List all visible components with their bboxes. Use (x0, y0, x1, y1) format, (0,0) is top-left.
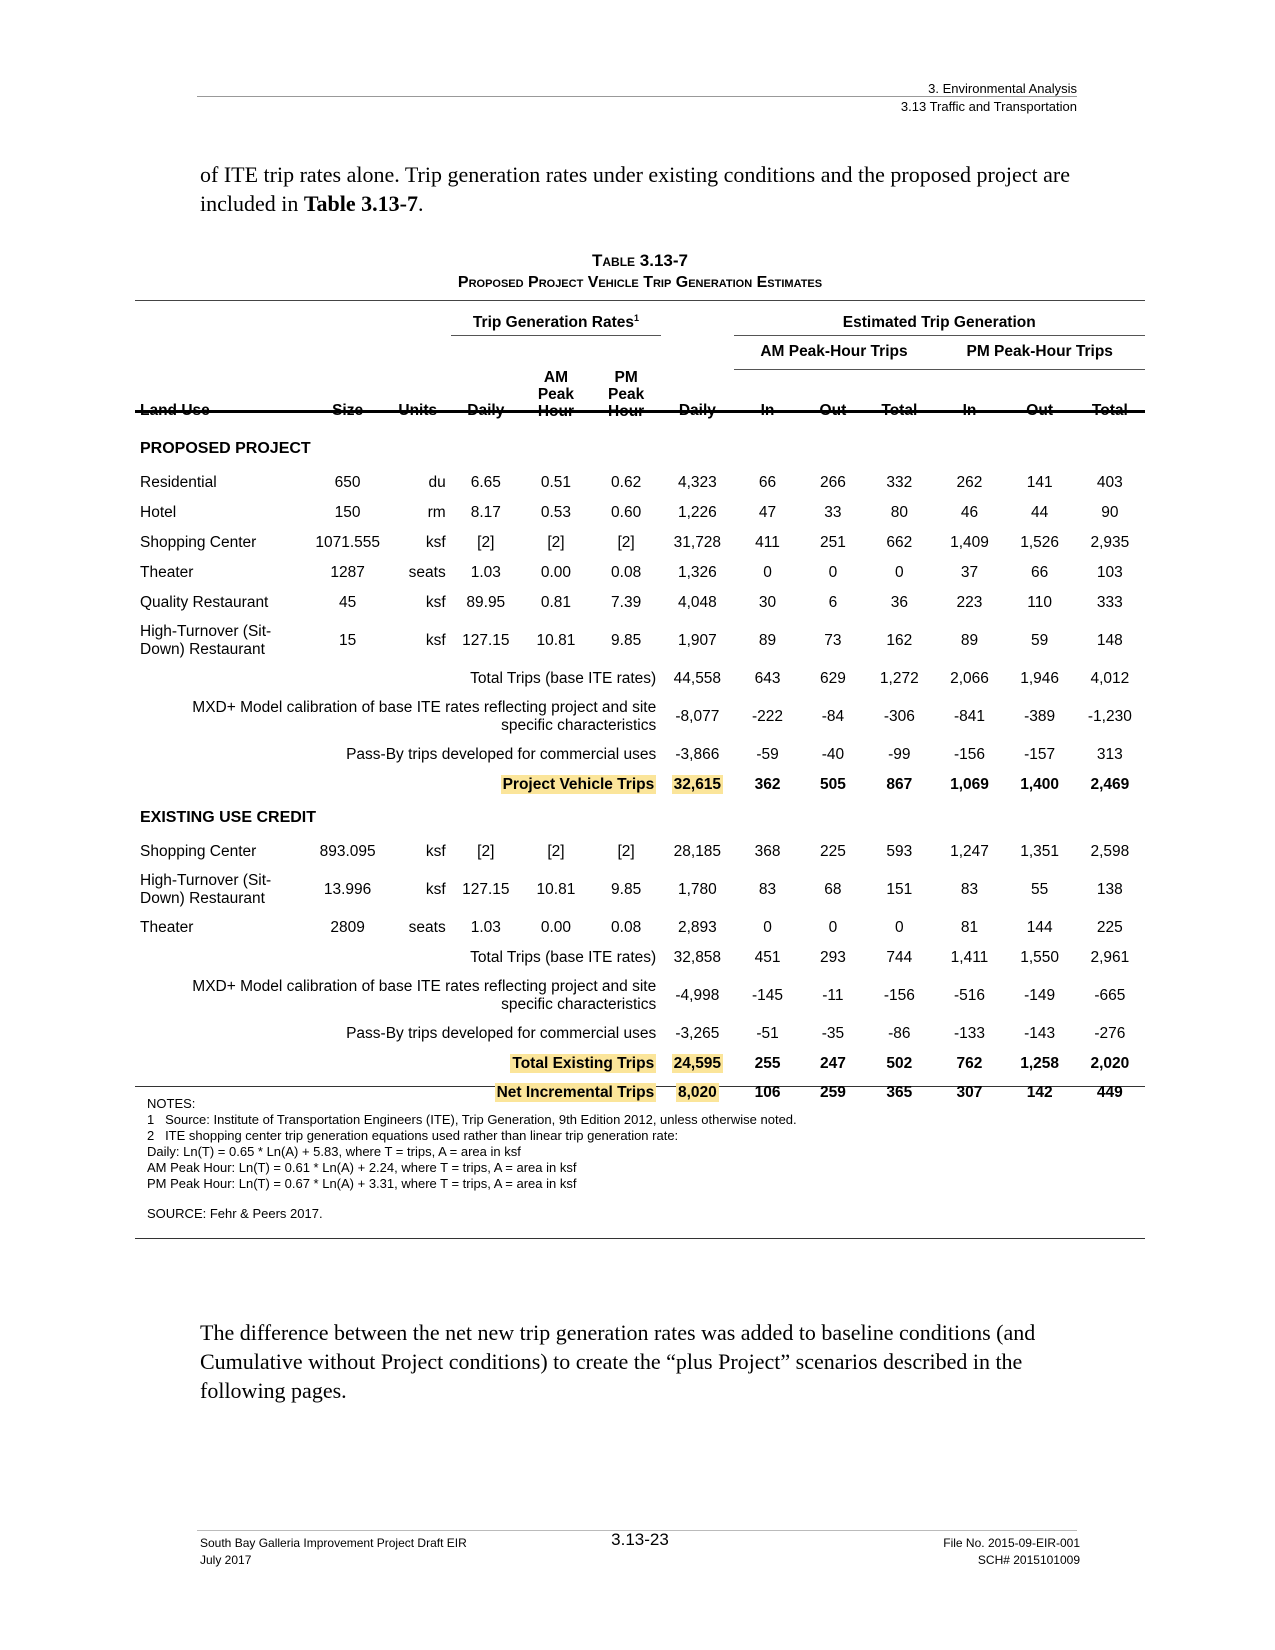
table-cell: 0.62 (611, 474, 642, 491)
total-cell: 2,469 (1090, 775, 1130, 793)
table-title (135, 250, 1145, 294)
table-cell: 1,907 (677, 632, 717, 649)
section-proposed-project: PROPOSED PROJECT (140, 440, 311, 457)
col-units: Units (398, 402, 438, 419)
table-cell: 332 (886, 474, 913, 491)
table-cell: 59 (1031, 632, 1049, 649)
project-vehicle-trips-row (135, 770, 1145, 799)
total-label (135, 1049, 661, 1078)
table-cell: -156 (883, 987, 915, 1004)
table-row (135, 913, 1145, 943)
table-cell: 2,066 (950, 670, 989, 687)
table-cell: 225 (819, 843, 846, 860)
summary-row (135, 943, 1145, 973)
table-row (135, 498, 1145, 528)
subgroup-pm-peak: PM Peak-Hour Trips (934, 335, 1145, 369)
table-cell: 643 (754, 670, 781, 687)
table-cell: 15 (338, 632, 357, 649)
table-cell: -157 (1024, 746, 1056, 763)
col-rate-daily: Daily (467, 402, 505, 419)
land-use-cell: Residential (140, 474, 217, 491)
summary-label: MXD+ Model calibration of base ITE rates reflecting project and site specific characteristics (192, 978, 657, 1013)
table-cell: -35 (821, 1025, 845, 1042)
table-cell: 150 (334, 504, 361, 521)
table-cell: -276 (1094, 1025, 1126, 1042)
table-cell: -149 (1024, 987, 1056, 1004)
table-cell: 10.81 (536, 881, 576, 898)
table-cell: 83 (960, 881, 979, 898)
table-cell: [2] (617, 534, 635, 551)
table-cell: 31,728 (673, 534, 722, 551)
table-cell: 80 (890, 504, 908, 521)
table-cell: 2,893 (677, 919, 717, 936)
table-cell: 225 (1096, 919, 1123, 936)
table-cell: 1,272 (879, 670, 919, 687)
table-cell: 4,012 (1090, 670, 1130, 687)
total-cell: 505 (819, 775, 846, 793)
total-label (135, 770, 661, 799)
table-cell: -40 (821, 746, 845, 763)
col-am-total: Total (881, 402, 918, 419)
footer-file-no: File No. 2015-09-EIR-001 (943, 1536, 1080, 1550)
group-estimated-trip-generation: Estimated Trip Generation (734, 311, 1146, 335)
col-am-out: Out (819, 402, 847, 419)
table-cell: 44 (1031, 504, 1049, 521)
table-cell: 333 (1096, 594, 1123, 611)
table-cell: 33 (824, 504, 842, 521)
summary-label: Total Trips (base ITE rates) (470, 670, 657, 687)
highlighted-value: 24,595 (673, 1054, 722, 1072)
group-trip-generation-rates: Trip Generation Rates$^1$ (451, 311, 662, 335)
table-cell: 1,247 (950, 843, 989, 860)
table-cell: 0.00 (540, 919, 572, 936)
summary-label: Pass-By trips developed for commercial uses (346, 746, 657, 763)
table-cell: 46 (960, 504, 979, 521)
table-cell: 1,526 (1020, 534, 1060, 551)
table-cell: -841 (953, 708, 985, 725)
col-am-in: In (760, 402, 775, 419)
land-use-cell: Hotel (140, 504, 177, 521)
table-cell: 9.85 (611, 632, 642, 649)
table-cell: 650 (334, 474, 361, 491)
col-rate-am: AM Peak Hour (537, 369, 575, 420)
total-cell: 502 (886, 1054, 913, 1072)
table-cell: 37 (960, 564, 979, 581)
note-line: PM Peak Hour: Ln(T) = 0.67 * Ln(A) + 3.31, where T = trips, A = area in ksf (147, 1176, 577, 1191)
table-cell: 162 (886, 632, 913, 649)
table-cell: 0.53 (540, 504, 572, 521)
table-cell: 2,935 (1090, 534, 1130, 551)
table-cell: 66 (758, 474, 777, 491)
table-cell: 103 (1096, 564, 1123, 581)
table-cell: 30 (758, 594, 777, 611)
table-cell: 127.15 (462, 881, 510, 898)
table-cell: ksf (425, 881, 446, 898)
table-cell: 411 (755, 534, 780, 551)
highlighted-label: Net Incremental Trips (496, 1083, 655, 1101)
table-cell: -389 (1024, 708, 1056, 725)
table-cell: 0.51 (540, 474, 572, 491)
table-cell: 68 (824, 881, 842, 898)
land-use-cell: High-Turnover (Sit-Down) Restaurant (140, 623, 272, 658)
land-use-cell: Shopping Center (140, 843, 257, 860)
highlighted-label: Total Existing Trips (512, 1054, 655, 1072)
total-cell: 365 (886, 1083, 913, 1101)
table-cell: 1,411 (950, 949, 989, 966)
table-row (135, 528, 1145, 558)
total-cell: 449 (1096, 1083, 1123, 1101)
total-cell: 867 (886, 775, 913, 793)
table-cell: 6.65 (470, 474, 501, 491)
table-source: SOURCE: Fehr & Peers 2017. (147, 1206, 323, 1221)
section-row (135, 430, 1145, 468)
total-cell: 106 (754, 1083, 781, 1101)
table-cell: -3,265 (675, 1025, 720, 1042)
table-cell: 0 (895, 919, 904, 936)
total-cell: 1,400 (1020, 775, 1060, 793)
table-cell: [2] (547, 534, 565, 551)
notes-heading: NOTES: (147, 1096, 196, 1111)
table-cell: du (428, 474, 446, 491)
table-row (135, 468, 1145, 498)
footer-sch: SCH# 2015101009 (977, 1553, 1080, 1567)
table-cell: -156 (953, 746, 985, 763)
table-cell: 662 (886, 534, 913, 551)
table-cell: 0 (763, 564, 772, 581)
table-cell: 47 (758, 504, 777, 521)
table-cell: 28,185 (673, 843, 722, 860)
footer-project: South Bay Galleria Improvement Project Draft EIR (200, 1536, 467, 1550)
table-cell: 629 (819, 670, 846, 687)
table-cell: ksf (425, 534, 446, 551)
total-cell: 259 (819, 1083, 846, 1101)
table-cell: 313 (1096, 746, 1123, 763)
summary-row (135, 1019, 1145, 1049)
table-notes (147, 1096, 797, 1222)
table-cell: 138 (1096, 881, 1123, 898)
table-cell: 2809 (330, 919, 365, 936)
land-use-cell: Quality Restaurant (140, 594, 269, 611)
table-cell: 10.81 (536, 632, 576, 649)
note-line: AM Peak Hour: Ln(T) = 0.61 * Ln(A) + 2.24, where T = trips, A = area in ksf (147, 1160, 577, 1175)
header-section: 3.13 Traffic and Transportation (900, 99, 1077, 114)
table-cell: 1,351 (1020, 843, 1060, 860)
col-rate-pm: PM Peak Hour (608, 369, 645, 420)
table-cell: -306 (883, 708, 915, 725)
summary-row (135, 740, 1145, 770)
table-cell: -3,866 (675, 746, 720, 763)
table-cell: 1,409 (950, 534, 989, 551)
col-land-use: Land Use (140, 402, 210, 419)
table-number: Table 3.13-7 (592, 251, 688, 270)
table-cell: 8.17 (470, 504, 501, 521)
note-line: Daily: Ln(T) = 0.65 * Ln(A) + 5.83, where T = trips, A = area in ksf (147, 1144, 521, 1159)
table-cell: 1.03 (470, 919, 501, 936)
table-cell: 127.15 (462, 632, 510, 649)
col-est-daily: Daily (678, 402, 716, 419)
table-cell: 744 (886, 949, 913, 966)
table-row (135, 588, 1145, 618)
intro-end: . (417, 191, 424, 216)
col-size: Size (332, 402, 364, 419)
table-cell: 83 (758, 881, 777, 898)
table-cell: 0.00 (540, 564, 572, 581)
table-row (135, 837, 1145, 867)
table-cell: -133 (953, 1025, 985, 1042)
table-cell: 262 (956, 474, 983, 491)
total-existing-trips-row (135, 1049, 1145, 1078)
table-cell: -145 (752, 987, 784, 1004)
table-cell: 451 (754, 949, 781, 966)
table-caption: Proposed Project Vehicle Trip Generation Estimates (457, 274, 823, 291)
table-cell: ksf (425, 843, 446, 860)
table-cell: 0.08 (611, 564, 642, 581)
table-cell: -84 (821, 708, 845, 725)
table-cell: 4,323 (677, 474, 717, 491)
table-cell: -11 (822, 987, 844, 1004)
page-number: 3.13-23 (611, 1530, 669, 1549)
table-cell: 89.95 (466, 594, 506, 611)
highlighted-label: Project Vehicle Trips (502, 775, 655, 793)
table-cell: -8,077 (675, 708, 720, 725)
total-cell: 362 (754, 775, 781, 793)
highlighted-value: 32,615 (673, 775, 722, 793)
note-line: 2 ITE shopping center trip generation equations used rather than linear trip generation rate: (147, 1128, 679, 1143)
table-cell: -99 (888, 746, 911, 763)
summary-label: Total Trips (base ITE rates) (470, 949, 657, 966)
total-cell: 1,069 (950, 775, 989, 793)
land-use-cell: Theater (140, 919, 194, 936)
table-cell: 0 (828, 564, 838, 581)
summary-row (135, 694, 1145, 740)
table-cell: 89 (960, 632, 979, 649)
table-cell: 148 (1096, 632, 1123, 649)
table-cell: 45 (338, 594, 357, 611)
table-cell: 293 (819, 949, 846, 966)
table-cell: 1,226 (677, 504, 717, 521)
closing-paragraph: The difference between the net new trip generation rates was added to baseline conditions (and Cumulative without Project conditions) to create the “plus Project” scenarios described in the following pages. (200, 1320, 1036, 1403)
table-cell: -1,230 (1087, 708, 1132, 725)
total-cell: 255 (754, 1054, 781, 1072)
table-top-rule (135, 300, 1145, 301)
table-cell: 1,550 (1020, 949, 1060, 966)
table-cell: 368 (754, 843, 781, 860)
intro-text: of ITE trip rates alone. Trip generation rates under existing conditions and the proposed project are included in (200, 162, 1070, 216)
table-cell: 144 (1026, 919, 1053, 936)
table-cell: -516 (953, 987, 985, 1004)
table-cell: -665 (1094, 987, 1126, 1004)
table-cell: 73 (824, 632, 842, 649)
col-pm-in: In (962, 402, 977, 419)
table-cell: 0.08 (611, 919, 642, 936)
summary-row (135, 664, 1145, 694)
table-cell: 32,858 (673, 949, 722, 966)
trip-generation-table (135, 311, 1145, 1107)
table-cell: rm (427, 504, 446, 521)
table-cell: 593 (886, 843, 913, 860)
table-cell: [2] (477, 843, 495, 860)
table-cell: 2,961 (1090, 949, 1130, 966)
table-cell: 1,326 (677, 564, 717, 581)
footer-date: July 2017 (200, 1553, 252, 1567)
table-cell: -59 (756, 746, 779, 763)
table-row (135, 618, 1145, 664)
table-cell: 89 (758, 632, 777, 649)
table-cell: 0 (828, 919, 838, 936)
header-chapter: 3. Environmental Analysis (928, 81, 1077, 96)
col-pm-total: Total (1091, 402, 1128, 419)
header-rule (197, 96, 1077, 97)
table-cell: 1,780 (677, 881, 717, 898)
table-cell: -4,998 (675, 987, 720, 1004)
section-existing-use-credit: EXISTING USE CREDIT (140, 809, 317, 826)
table-cell: 55 (1031, 881, 1049, 898)
table-cell: 151 (886, 881, 913, 898)
table-cell: 251 (819, 534, 846, 551)
footer-left (200, 1535, 467, 1569)
table-cell: seats (408, 564, 446, 581)
total-cell: 2,020 (1090, 1054, 1130, 1072)
table-cell: 36 (890, 594, 908, 611)
table-cell: 266 (819, 474, 846, 491)
table-cell: [2] (547, 843, 565, 860)
land-use-cell: Theater (140, 564, 194, 581)
table-cell: -51 (756, 1025, 779, 1042)
table-cell: 4,048 (677, 594, 717, 611)
table-reference: Table 3.13-7 (303, 191, 418, 216)
table-cell: 44,558 (673, 670, 722, 687)
table-cell: 893.095 (319, 843, 376, 860)
total-cell: 142 (1026, 1083, 1053, 1101)
summary-label: Pass-By trips developed for commercial uses (346, 1025, 657, 1042)
table-cell: [2] (617, 843, 635, 860)
intro-paragraph (200, 160, 1080, 218)
total-cell (661, 1049, 733, 1078)
table-cell: 0 (895, 564, 904, 581)
table-cell: 403 (1096, 474, 1123, 491)
table-cell: 0 (763, 919, 772, 936)
total-cell: 762 (956, 1054, 983, 1072)
table-cell: 110 (1027, 594, 1052, 611)
table-cell: ksf (425, 632, 446, 649)
table-cell: -86 (888, 1025, 911, 1042)
running-header (197, 80, 1077, 116)
notes-bottom-rule (135, 1238, 1145, 1239)
table-cell: 0.60 (611, 504, 642, 521)
col-pm-out: Out (1026, 402, 1053, 419)
table-row (135, 867, 1145, 913)
total-cell: 1,258 (1020, 1054, 1060, 1072)
section-row (135, 799, 1145, 837)
table-cell: ksf (425, 594, 446, 611)
table-cell: 1.03 (470, 564, 501, 581)
table-cell: 1287 (330, 564, 365, 581)
table-cell: 1071.555 (315, 534, 381, 551)
table-cell: -222 (752, 708, 784, 725)
footer-right (943, 1535, 1080, 1569)
highlighted-value: 8,020 (677, 1083, 717, 1101)
total-cell: 307 (956, 1083, 983, 1101)
table-row (135, 558, 1145, 588)
table-cell: 2,598 (1090, 843, 1130, 860)
land-use-cell: High-Turnover (Sit-Down) Restaurant (140, 872, 272, 907)
table-cell: 7.39 (611, 594, 642, 611)
table-cell: 90 (1101, 504, 1119, 521)
table-cell: 13.996 (323, 881, 372, 898)
table-cell: 9.85 (611, 881, 642, 898)
table-cell: -143 (1024, 1025, 1056, 1042)
table-cell: 0.81 (540, 594, 572, 611)
total-cell: 247 (819, 1054, 846, 1072)
table-cell: [2] (477, 534, 495, 551)
table-cell: 66 (1031, 564, 1049, 581)
table-cell: 1,946 (1020, 670, 1060, 687)
subgroup-am-peak: AM Peak-Hour Trips (734, 335, 935, 369)
land-use-cell: Shopping Center (140, 534, 257, 551)
table-cell: seats (408, 919, 446, 936)
table-cell: 6 (828, 594, 838, 611)
table-cell: 141 (1026, 474, 1053, 491)
table-cell: 81 (960, 919, 979, 936)
summary-row (135, 973, 1145, 1019)
total-cell (661, 770, 733, 799)
summary-label: MXD+ Model calibration of base ITE rates reflecting project and site specific characteristics (192, 699, 657, 734)
note-line: 1 Source: Institute of Transportation Engineers (ITE), Trip Generation, 9th Edition 2012, unless otherwise noted. (147, 1112, 797, 1127)
table-cell: 223 (956, 594, 983, 611)
